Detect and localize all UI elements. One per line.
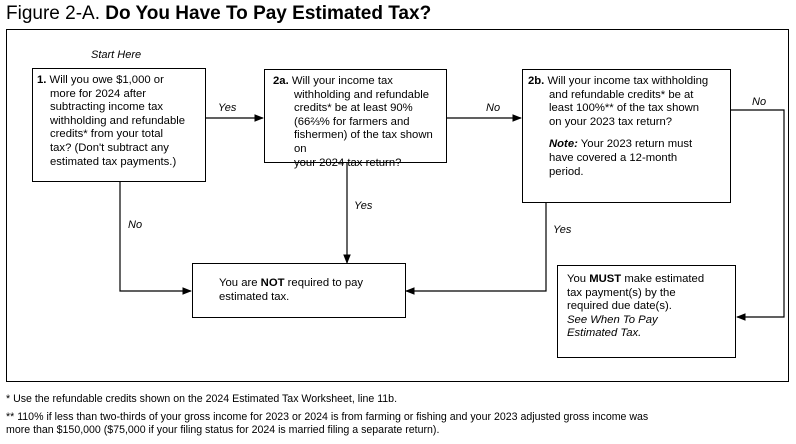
question-2b-line-4: on your 2023 tax return? <box>549 115 673 128</box>
edge-2b-to-must <box>730 110 784 317</box>
edge-label-no-2b: No <box>752 96 767 108</box>
question-box-1 <box>32 68 206 182</box>
question-box-2b <box>522 69 731 203</box>
figure-title-main: Do You Have To Pay Estimated Tax? <box>105 3 432 24</box>
edge-label-no-2a-2b: No <box>486 102 501 114</box>
edge-1-to-not <box>120 182 191 291</box>
question-2b-note-line-2: have covered a 12-month <box>549 151 678 164</box>
result-must-pay-box <box>557 265 736 358</box>
question-2b-line-2: and refundable credits* be at <box>549 88 694 101</box>
not-required-line-1: You are NOT required to pay <box>219 277 364 289</box>
question-box-2a <box>264 69 447 169</box>
question-2a-line-3: credits* be at least 90% <box>294 102 413 115</box>
footnote-1: * Use the refundable credits shown on the 2024 Estimated Tax Worksheet, line 11b. <box>6 393 398 405</box>
question-1-line-5: credits* from your total <box>50 128 164 141</box>
see-when-to-pay-line-2: Estimated Tax. <box>567 327 642 340</box>
question-2a-line-1: 2a. Will your income tax <box>273 75 393 87</box>
result-not-required-box <box>192 263 406 318</box>
question-1-line-2: more for 2024 after <box>50 87 147 100</box>
question-2b-note-line-1: Note: Your 2023 return must <box>549 138 693 151</box>
footnote-2 <box>6 411 648 437</box>
edge-label-no-1: No <box>128 219 143 231</box>
question-1-line-6: tax? (Don't subtract any <box>50 141 169 154</box>
figure-title-prefix: Figure 2-A. <box>6 3 100 24</box>
not-emphasis: NOT <box>260 277 285 289</box>
edge-label-yes-2a: Yes <box>354 200 373 212</box>
note-label: Note: <box>549 138 578 151</box>
question-2a-line-6: your 2024 tax return? <box>294 156 402 169</box>
must-pay-line-3: required due date(s). <box>567 300 672 313</box>
question-2a-line-2: withholding and refundable <box>294 88 430 101</box>
question-1-line-1: 1. Will you owe $1,000 or <box>37 74 164 86</box>
edge-2b-to-not <box>406 203 546 291</box>
start-here-label: Start Here <box>91 49 142 61</box>
question-2b-line-3: least 100%** of the tax shown <box>549 102 700 115</box>
edge-label-yes-1-2a: Yes <box>218 102 237 114</box>
question-2b-number: 2b. <box>528 75 545 87</box>
question-2b-line-1: 2b. Will your income tax withholding <box>528 75 709 87</box>
not-required-line-2: estimated tax. <box>219 290 290 303</box>
must-pay-line-2: tax payment(s) by the <box>567 286 676 299</box>
see-when-to-pay-line-1: See When To Pay <box>567 313 658 326</box>
edge-label-yes-2b: Yes <box>553 224 572 236</box>
question-1-line-7: estimated tax payments.) <box>50 155 177 168</box>
must-pay-line-1: You MUST make estimated <box>567 273 705 285</box>
question-2b-note-line-3: period. <box>549 165 584 178</box>
must-emphasis: MUST <box>589 273 622 285</box>
question-1-line-3: subtracting income tax <box>50 101 164 114</box>
footnote-2-line-1: ** 110% if less than two-thirds of your gross income for 2023 or 2024 is from farming or fishing and your 2023 adjusted gross income was <box>6 411 649 423</box>
question-1-line-4: withholding and refundable <box>50 114 186 127</box>
question-2a-line-5: fishermen) of the tax shown on <box>294 129 433 155</box>
question-2a-number: 2a. <box>273 75 289 87</box>
footnote-2-line-2: more than $150,000 ($75,000 if your filing status for 2024 is married filing a separate return). <box>6 424 440 436</box>
question-2a-line-4: (66⅔% for farmers and <box>294 115 410 128</box>
question-1-number: 1. <box>37 74 47 86</box>
